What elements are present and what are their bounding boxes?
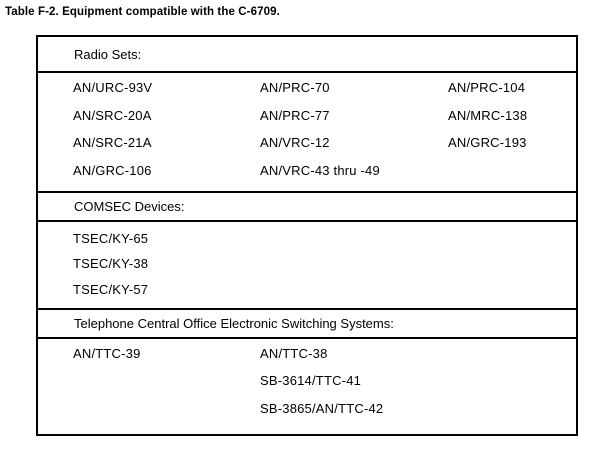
table-cell: AN/TTC-39 bbox=[73, 346, 141, 361]
table-cell: TSEC/KY-65 bbox=[73, 231, 149, 246]
section-heading-switching-systems bbox=[36, 308, 578, 339]
table-cell: AN/URC-93V bbox=[73, 80, 153, 95]
section-heading-label: Radio Sets: bbox=[74, 46, 142, 62]
table-cell: AN/PRC-70 bbox=[260, 80, 330, 95]
section-heading-radio-sets bbox=[36, 35, 578, 73]
table-cell: AN/PRC-77 bbox=[260, 108, 330, 123]
section-heading-comsec-devices bbox=[36, 191, 578, 222]
table-cell: AN/TTC-38 bbox=[260, 346, 328, 361]
table-cell: TSEC/KY-57 bbox=[73, 282, 149, 297]
table-cell: AN/SRC-20A bbox=[73, 108, 152, 123]
table-cell: SB-3865/AN/TTC-42 bbox=[260, 401, 384, 416]
table-cell: AN/GRC-193 bbox=[448, 135, 527, 150]
table-cell: AN/SRC-21A bbox=[73, 135, 152, 150]
table-cell: AN/PRC-104 bbox=[448, 80, 526, 95]
table-caption: Table F-2. Equipment compatible with the C-6709. bbox=[5, 6, 280, 18]
table-cell: SB-3614/TTC-41 bbox=[260, 373, 362, 388]
section-heading-label: COMSEC Devices: bbox=[74, 199, 185, 214]
table-cell: AN/VRC-43 thru -49 bbox=[260, 163, 380, 178]
table-cell: AN/VRC-12 bbox=[260, 135, 330, 150]
table-cell: AN/GRC-106 bbox=[73, 163, 152, 178]
table-cell: TSEC/KY-38 bbox=[73, 256, 149, 271]
table-cell: AN/MRC-138 bbox=[448, 108, 528, 123]
section-heading-label: Telephone Central Office Electronic Switching Systems: bbox=[74, 316, 394, 331]
